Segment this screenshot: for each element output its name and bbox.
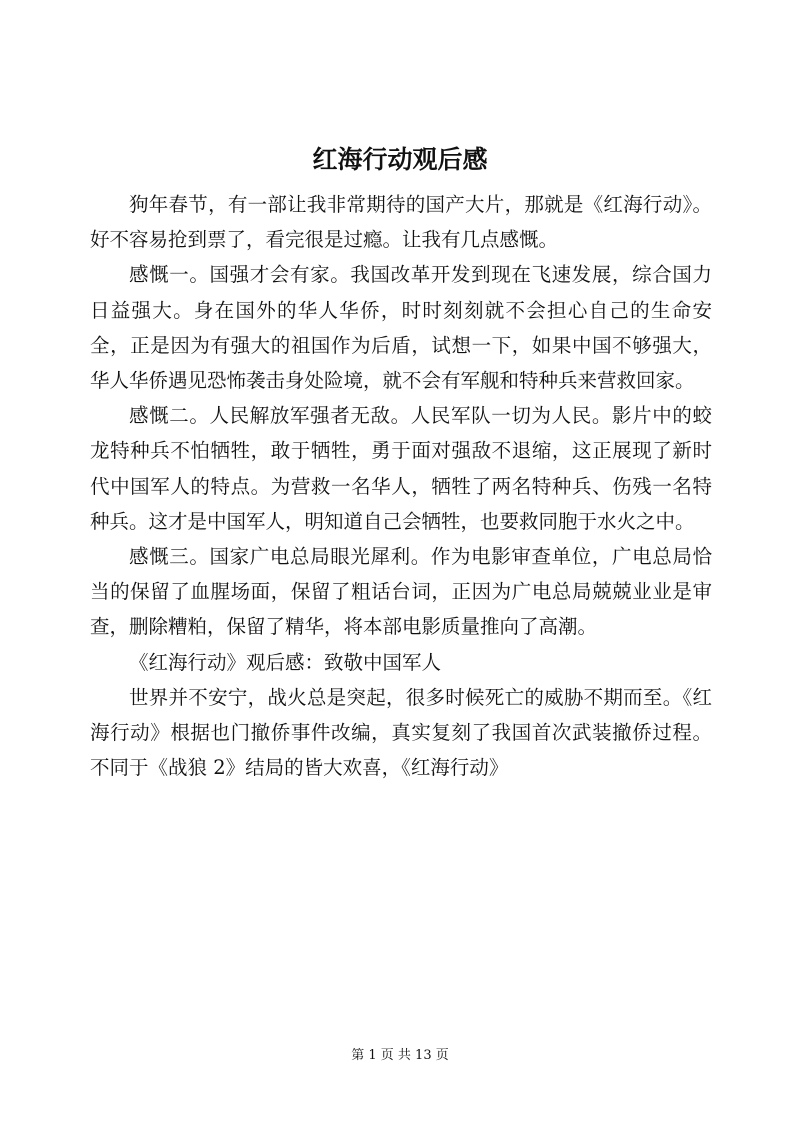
paragraph-reflection-two: 感慨二。人民解放军强者无敌。人民军队一切为人民。影片中的蛟龙特种兵不怕牺牲，敢于牺牲，勇于面对强敌不退缩，这正展现了新时代中国军人的特点。为营救一名华人，牺牲了两名特种兵、伤残一名特种兵。这才是中国军人，明知道自己会牺牲，也要救同胞于水火之中。	[90, 404, 712, 533]
page-number-footer: 第 1 页 共 13 页	[351, 1048, 449, 1063]
paragraph-reflection-three: 感慨三。国家广电总局眼光犀利。作为电影审查单位，广电总局恰当的保留了血腥场面，保留了粗话台词，正因为广电总局兢兢业业是审查，删除糟粕，保留了精华，将本部电影质量推向了高潮。	[90, 545, 712, 639]
paragraph-reflection-one: 感慨一。国强才会有家。我国改革开发到现在飞速发展，综合国力日益强大。身在国外的华人华侨，时时刻刻就不会担心自己的生命安全，正是因为有强大的祖国作为后盾，试想一下，如果中国不够强大，华人华侨遇见恐怖袭击身处险境，就不会有军舰和特种兵来营救回家。	[90, 263, 712, 393]
section-heading: 《红海行动》观后感：致敬中国军人	[129, 650, 442, 674]
paragraph-world-unrest: 世界并不安宁，战火总是突起，很多时候死亡的威胁不期而至。《红海行动》根据也门撤侨事件改编，真实复刻了我国首次武装撤侨过程。不同于《战狼 2》结局的皆大欢喜，《红海行动》	[90, 685, 712, 780]
document-body	[90, 187, 712, 785]
document-title: 红海行动观后感	[312, 145, 488, 174]
paragraph-intro: 狗年春节，有一部让我非常期待的国产大片，那就是《红海行动》。好不容易抢到票了，看完很是过瘾。让我有几点感慨。	[90, 193, 712, 252]
